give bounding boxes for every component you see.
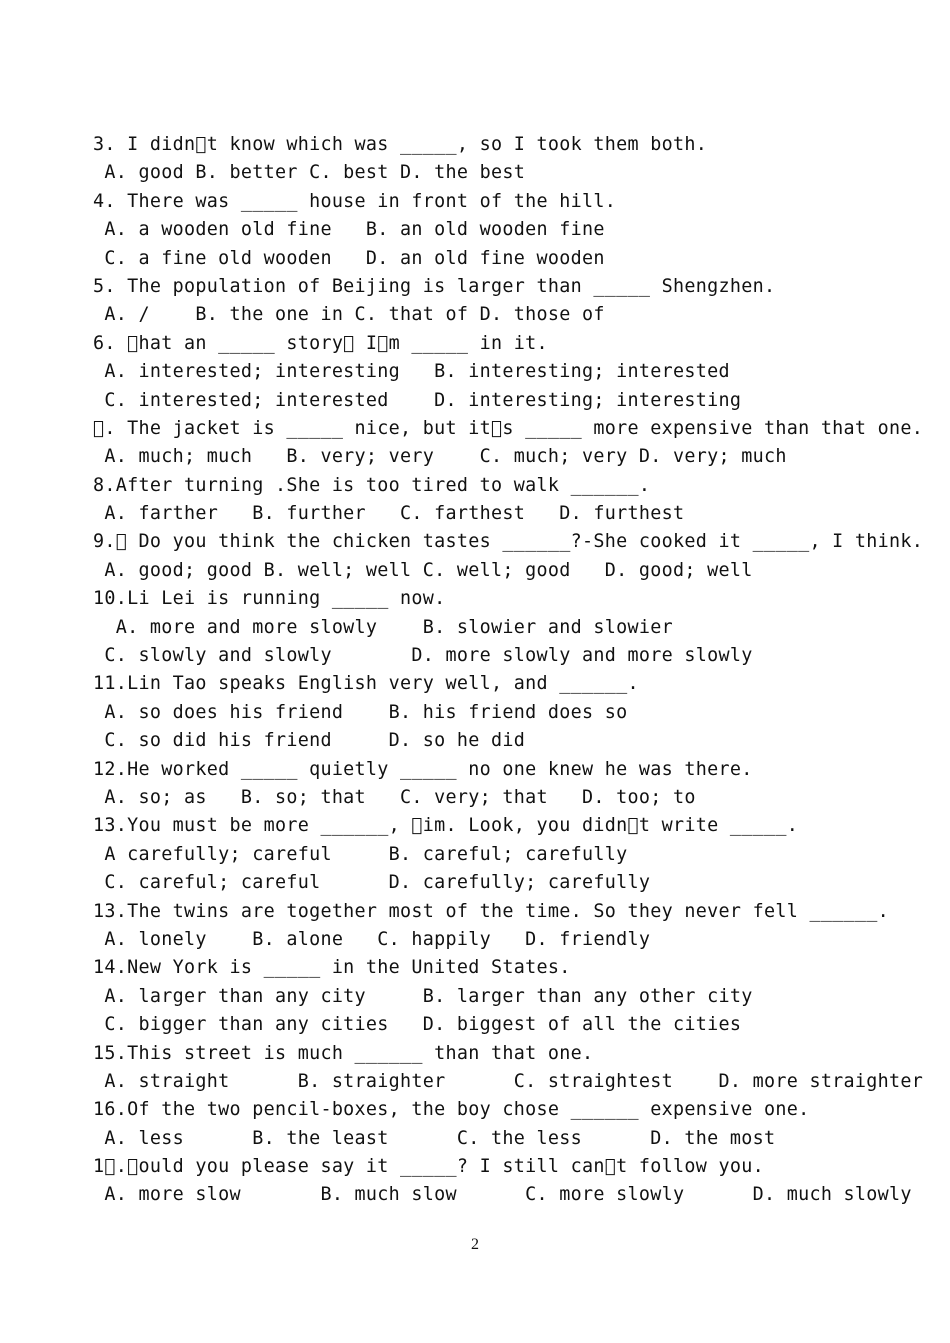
text-line: 14.New York is _____ in the United States. [93,957,571,979]
text-line: 13.You must be more ______,  im. Look, you didn t write _____. [93,815,799,837]
text-line: C. slowly and slowly D. more slowly and more slowly [93,645,753,667]
text-line: 6.  hat an _____ story  I m _____ in it. [93,332,548,354]
text-line: A. lonely B. alone C. happily D. friendly [93,928,651,950]
text-line:  . The jacket is _____ nice, but it s _____ more expensive than that one. [93,417,924,439]
text-line: C. so did his friend D. so he did [93,730,526,752]
text-line: C. careful; careful D. carefully; carefully [93,872,651,894]
text-line: A. so does his friend B. his friend does so [93,701,628,723]
page-number: 2 [471,1236,479,1253]
text-line: A. good; good B. well; well C. well; good D. good; well [93,559,753,581]
text-line: C. bigger than any cities D. biggest of all the cities [93,1014,742,1036]
text-line: A. a wooden old fine B. an old wooden fine [93,219,605,241]
text-line: A. good B. better C. best D. the best [93,162,526,184]
text-line: 10.Li Lei is running _____ now. [93,588,446,610]
text-line: A. / B. the one in C. that of D. those of [93,304,605,326]
text-line: 16.Of the two pencil-boxes, the boy chose ______ expensive one. [93,1099,810,1121]
text-line: 3. I didn t know which was _____, so I took them both. [93,134,708,155]
text-line: 4. There was _____ house in front of the hill. [93,190,617,212]
text-line: 15.This street is much ______ than that one. [93,1042,594,1064]
text-line: A. more slow B. much slow C. more slowly D. much slowly [93,1184,912,1206]
text-line: A. straight B. straighter C. straightest D. more straighter [93,1070,924,1092]
text-line: 9.  Do you think the chicken tastes ______?-She cooked it _____, I think. [93,531,924,553]
text-line: A. more and more slowly B. slowier and slowier [93,616,673,638]
text-line: A. farther B. further C. farthest D. furthest [93,503,685,525]
text-line: A. larger than any city B. larger than any other city [93,985,753,1007]
text-line: A. less B. the least C. the less D. the most [93,1127,776,1149]
text-line: 12.He worked _____ quietly _____ no one knew he was there. [93,758,753,780]
text-line: 13.The twins are together most of the time. So they never fell ______. [93,900,890,922]
text-line: A. interested; interesting B. interesting; interested [93,361,730,383]
text-line: A. much; much B. very; very C. much; very D. very; much [93,446,787,468]
text-line: 5. The population of Beijing is larger than _____ Shengzhen. [93,275,776,297]
text-line: A carefully; careful B. careful; carefully [93,843,628,865]
question-text-block [93,131,924,1210]
text-line: 8.After turning .She is too tired to walk ______. [93,474,651,496]
text-line: C. interested; interested D. interesting; interesting [93,389,742,411]
text-line: C. a fine old wooden D. an old fine wooden [93,247,605,269]
text-line: A. so; as B. so; that C. very; that D. too; to [93,786,696,808]
text-line: 11.Lin Tao speaks English very well, and ______. [93,673,639,695]
text-line: 1 . ould you please say it _____? I still can t follow you. [93,1156,764,1178]
